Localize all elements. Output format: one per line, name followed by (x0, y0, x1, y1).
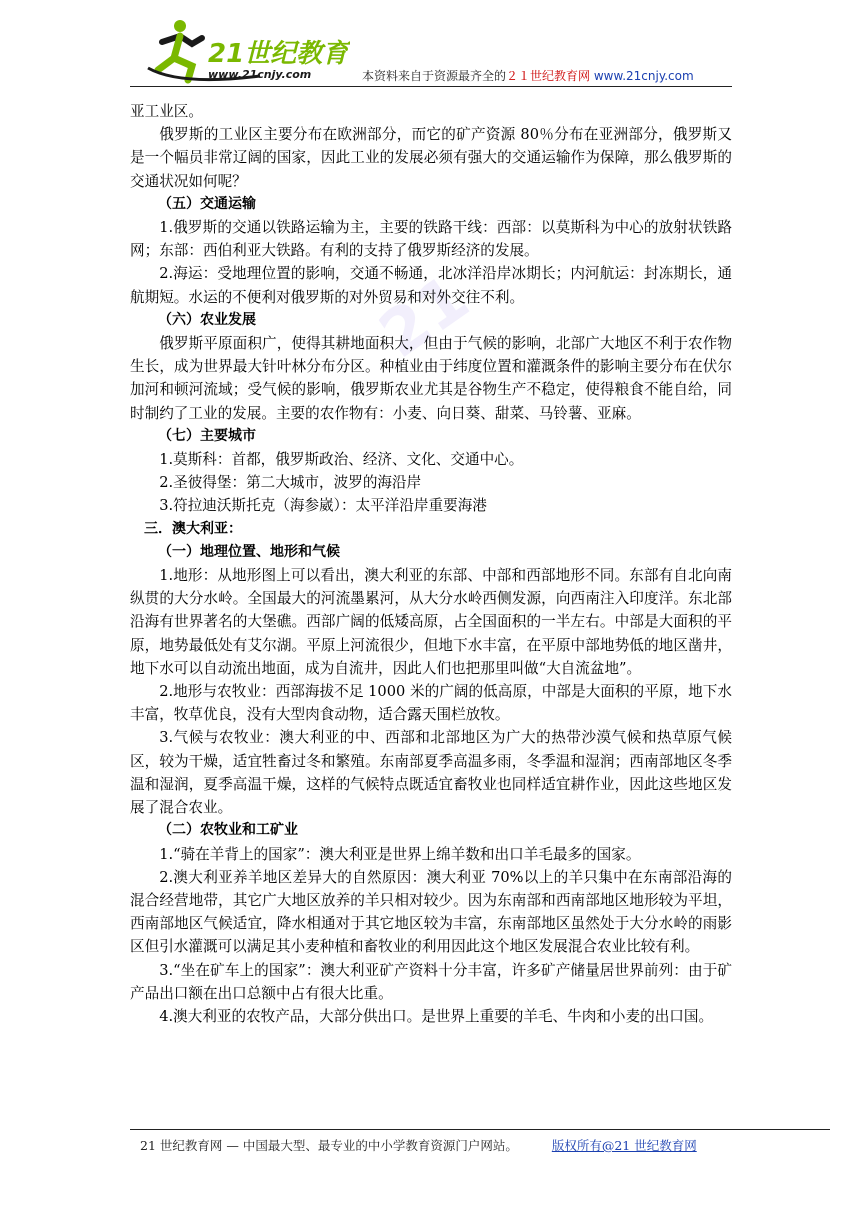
watermark: 21 (366, 261, 483, 373)
section-heading: （七）主要城市 (158, 427, 256, 444)
chapter-heading: 三．澳大利亚： (144, 520, 242, 537)
list-item: 4.澳大利亚的农牧产品，大部分供出口。是世界上重要的羊毛、牛肉和小麦的出口国。 (159, 1007, 714, 1025)
list-item: 2.地形与农牧业：西部海拔不足 1000 米的广阔的低高原，中部是大面积的平原，地下水丰富，牧草优良，没有大型肉食动物，适合露天围栏放牧。 (130, 683, 732, 724)
section-heading: （五）交通运输 (158, 195, 256, 212)
logo-text: 21世纪教育 (208, 39, 349, 69)
list-item: 1.地形：从地形图上可以看出，澳大利亚的东部、中部和西部地形不同。东部有自北向南纵贯的大分水岭。全国最大的河流墨累河，从大分水岭西侧发源，向西南注入印度洋。东北部沿海有世界著名的大堡礁。西部广阔的低矮高原，占全国面积的一半左右。中部是大面积的平原，地势最低处有艾尔湖。平原上河流很少，但地下水丰富，在平原中部地势低的地区凿井，地下水可以自动流出地面，成为自流井，因此人们也把那里叫做“大自流盆地”。 (130, 567, 732, 677)
page-footer (140, 1136, 697, 1154)
tagline-prefix: 本资料来自于资源最齐全的 (362, 69, 507, 83)
logo (140, 18, 350, 88)
section-heading: （二）农牧业和工矿业 (158, 822, 298, 839)
list-item: 2.圣彼得堡：第二大城市，波罗的海沿岸 (159, 474, 422, 492)
footer-text: 21 世纪教育网 — 中国最大型、最专业的中小学教育资源门户网站。 (140, 1138, 518, 1153)
list-item: 3.符拉迪沃斯托克（海参崴）：太平洋沿岸重要海港 (159, 497, 487, 515)
tagline-url[interactable]: www.21cnjy.com (593, 69, 694, 83)
list-item: 3.气候与农牧业：澳大利亚的中、西部和北部地区为广大的热带沙漠气候和热草原气候区，较为干燥，适宜牲畜过冬和繁殖。东南部夏季高温多雨，冬季温和湿润；西南部地区冬季温和湿润，夏季高温干燥，这样的气候特点既适宜畜牧业也同样适宜耕作业，因此这些地区发展了混合农业。 (130, 729, 732, 817)
header-tagline (362, 67, 694, 84)
paragraph: 俄罗斯平原面积广，使得其耕地面积大，但由于气候的影响，北部广大地区不利于农作物生长，成为世界最大针叶林分布分区。种植业由于纬度位置和灌溉条件的影响主要分布在伏尔加河和顿河流域；受气候的影响，俄罗斯农业尤其是谷物生产不稳定，使得粮食不能自给，同时制约了工业的发展。主要的农作物有：小麦、向日葵、甜菜、马铃薯、亚麻。 (130, 335, 732, 422)
document-body (130, 100, 732, 1028)
logo-url-text: www.21cnjy.com (208, 68, 312, 81)
header-divider (130, 86, 732, 87)
section-heading: （一）地理位置、地形和气候 (158, 543, 340, 560)
section-heading: （六）农业发展 (158, 311, 256, 328)
list-item: 1.“骑在羊背上的国家”：澳大利亚是世界上绵羊数和出口羊毛最多的国家。 (159, 845, 641, 863)
page-header (0, 0, 860, 100)
paragraph: 俄罗斯的工业区主要分布在欧洲部分，而它的矿产资源 80％分布在亚洲部分，俄罗斯又是一个幅员非常辽阔的国家，因此工业的发展必须有强大的交通运输作为保障，那么俄罗斯的交通状况如何呢？ (130, 126, 732, 190)
list-item: 2.海运：受地理位置的影响，交通不畅通，北冰洋沿岸冰期长；内河航运：封冻期长，通航期短。水运的不便利对俄罗斯的对外贸易和对外交往不利。 (130, 265, 732, 306)
list-item: 1.俄罗斯的交通以铁路运输为主，主要的铁路干线：西部：以莫斯科为中心的放射状铁路网；东部：西伯利亚大铁路。有利的支持了俄罗斯经济的发展。 (130, 219, 732, 260)
paragraph: 亚工业区。 (130, 103, 203, 120)
list-item: 2.澳大利亚养羊地区差异大的自然原因：澳大利亚 70%以上的羊只集中在东南部沿海的混合经营地带，其它广大地区放养的羊只相对较少。因为东南部和西南部地区地形较为平坦，西南部地区气候适宜，降水相通对于其它地区较为丰富，东南部地区虽然处于大分水岭的雨影区但引水灌溉可以满足其小麦种植和畜牧业的利用因此这个地区发展混合农业比较有利。 (130, 868, 732, 956)
copyright-link[interactable]: 版权所有@21 世纪教育网 (551, 1138, 697, 1153)
footer-divider (130, 1129, 830, 1130)
list-item: 1.莫斯科：首都，俄罗斯政治、经济、文化、交通中心。 (159, 451, 524, 469)
list-item: 3.“坐在矿车上的国家”：澳大利亚矿产资料十分丰富，许多矿产储量居世界前列：由于矿产品出口额在出口总额中占有很大比重。 (130, 961, 732, 1002)
tagline-brand: ２１世纪教育网 (506, 69, 591, 83)
